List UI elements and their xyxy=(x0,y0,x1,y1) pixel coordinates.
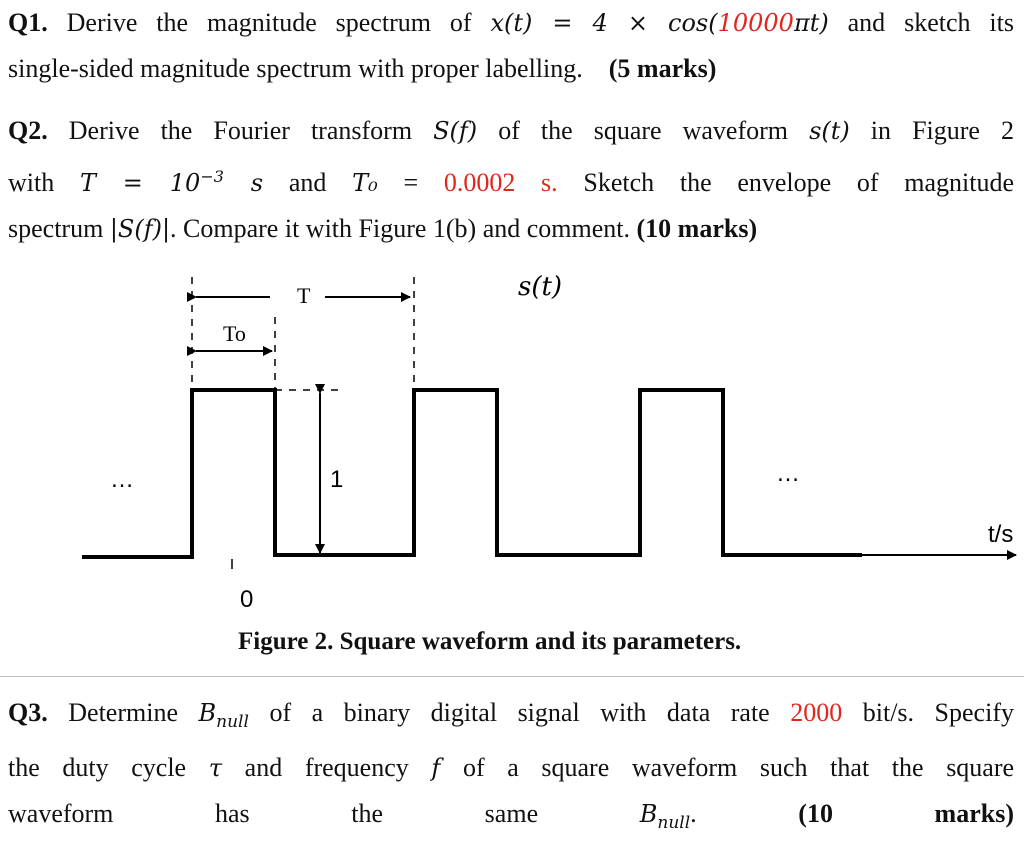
q2-line3-b: . Compare it with Figure 1(b) and comment. xyxy=(170,214,637,243)
q3-line-2 xyxy=(8,745,1014,791)
q3-math-B: B xyxy=(198,699,217,727)
square-waveform-figure xyxy=(0,255,1024,615)
q3-line2-b: and frequency xyxy=(244,752,409,782)
q2-text-a: Derive the Fourier transform xyxy=(47,116,434,145)
q3-label: Q3. xyxy=(8,698,48,727)
q2-tail: Sketch the envelope of magnitude xyxy=(583,168,1015,197)
q2-math-T0: T₀ xyxy=(352,169,378,197)
origin-label: 0 xyxy=(240,586,254,613)
q2-with: with xyxy=(8,168,55,197)
q3-line-1 xyxy=(8,690,1014,745)
q1-line-1 xyxy=(8,0,1014,46)
q3-line2-c: of a square waveform such that the square xyxy=(462,752,1015,782)
question-2 xyxy=(8,108,1014,252)
q3-line2-a: the duty cycle xyxy=(8,752,187,782)
q2-text-c: in Figure 2 xyxy=(849,116,1014,145)
q1-marks: (5 marks) xyxy=(608,54,717,83)
q1-line2-text: single-sided magnitude spectrum with proper labelling. xyxy=(8,54,583,83)
q1-freq-value: 10000 xyxy=(717,9,794,37)
q2-line3-a: spectrum xyxy=(8,214,110,243)
q2-line-2 xyxy=(8,154,1014,206)
q1-label: Q1. xyxy=(8,8,48,37)
q1-text-b: and sketch its xyxy=(828,8,1014,37)
q2-and: and xyxy=(288,168,327,197)
q3-text-b: of a binary digital signal with data rate xyxy=(248,698,791,727)
section-divider xyxy=(0,676,1024,677)
ellipsis-left: … xyxy=(110,466,134,493)
q2-line-3 xyxy=(8,206,1014,252)
ellipsis-right: … xyxy=(776,460,800,487)
q2-math-absS: |S(f)| xyxy=(109,215,171,243)
q3-math-f: f xyxy=(431,753,441,782)
q1-math-a: x(t) = 4 × cos( xyxy=(490,9,718,37)
amplitude-label: 1 xyxy=(330,466,344,493)
q1-math xyxy=(490,9,828,37)
q3-marks: (10 marks) xyxy=(798,798,1014,828)
q2-T0-unit: s. xyxy=(541,168,558,197)
q2-math-T-exp: −3 xyxy=(200,167,224,186)
square-waveform-trace xyxy=(82,390,862,557)
q3-math-Bnull-2 xyxy=(639,799,691,833)
q3-text-c: bit/s. Specify xyxy=(842,698,1014,727)
q3-line3-left xyxy=(8,798,697,833)
q3-math-null-2: null xyxy=(657,812,691,833)
question-1 xyxy=(8,0,1014,92)
q2-text-b: of the square waveform xyxy=(477,116,810,145)
q3-data-rate: 2000 xyxy=(790,698,843,727)
pulse-width-label: To xyxy=(223,321,246,346)
q2-math-s: s(t) xyxy=(809,117,850,145)
q2-math-T-base: T = 10 xyxy=(79,169,201,197)
q2-label: Q2. xyxy=(8,116,48,145)
q3-line3-end: . xyxy=(690,798,697,828)
question-3 xyxy=(8,690,1014,846)
q2-line-1 xyxy=(8,108,1014,154)
q3-math-Bnull xyxy=(198,699,249,732)
q2-unit-s: s xyxy=(250,169,264,197)
q3-math-null: null xyxy=(216,711,249,732)
q1-math-b: πt) xyxy=(793,9,829,37)
q2-T0-value: 0.0002 xyxy=(443,168,516,197)
q1-text-a: Derive the magnitude spectrum of xyxy=(47,8,491,37)
q2-marks: (10 marks) xyxy=(636,214,758,243)
q2-eq: = xyxy=(403,168,419,197)
q1-line-2 xyxy=(8,46,1014,92)
period-label: T xyxy=(297,283,311,308)
q3-math-B-2: B xyxy=(639,799,658,828)
q3-text-a: Determine xyxy=(47,698,199,727)
time-axis-label: t/s xyxy=(988,521,1014,548)
q3-line-3 xyxy=(8,791,1014,846)
q2-math-S: S(f) xyxy=(433,117,478,145)
figure-caption: Figure 2. Square waveform and its parameters. xyxy=(238,628,742,655)
q3-math-tau: τ xyxy=(208,753,223,782)
q3-line3-a: waveform has the same xyxy=(8,798,640,828)
function-label: s(t) xyxy=(518,272,563,302)
q2-math-T xyxy=(80,169,263,197)
